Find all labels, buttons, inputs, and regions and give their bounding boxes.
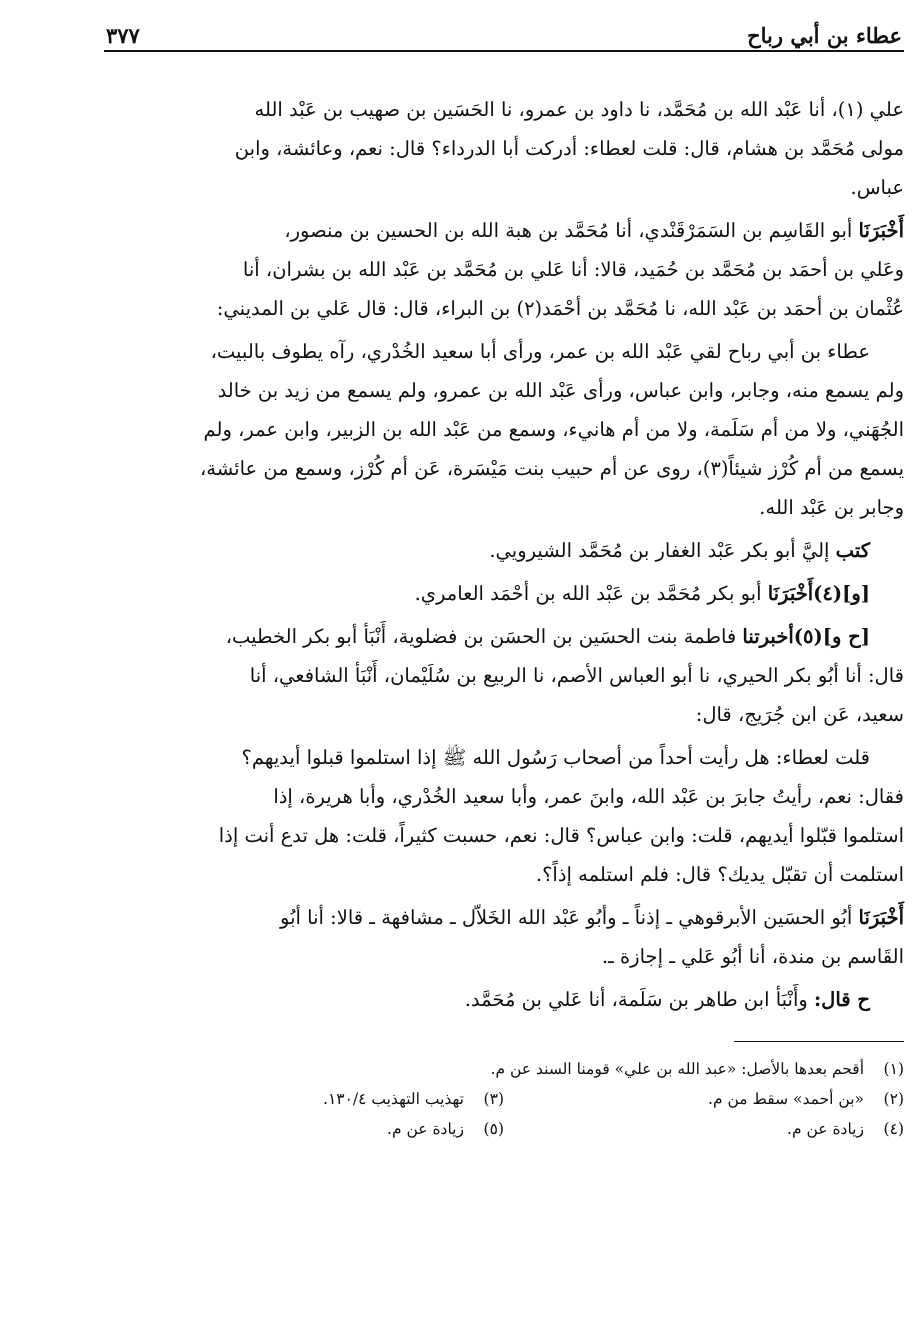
footnote-row — [104, 1084, 904, 1114]
paragraph: كتب إليَّ أبو بكر عَبْد الغفار بن مُحَمَّد الشيرويي. — [489, 539, 870, 562]
paragraph: علي (١)، أنا عَبْد الله بن مُحَمَّد، نا داود بن عمرو، نا الحَسَين بن صهيب بن عَبْد الله مولى مُحَمَّد بن هشام، قال: قلت لعطاء: أدركت أبا الدرداء؟ قال: نعم، وعائشة، وابن عباس. — [234, 98, 904, 199]
paragraph: [و](٤)أَخْبَرَنَا أبو بكر مُحَمَّد بن عَبْد الله بن أحْمَد العامري. — [414, 582, 870, 605]
chapter-title: عطاء بن أبي رباح — [747, 23, 902, 48]
main-text — [104, 90, 904, 1019]
footnote-row — [104, 1054, 904, 1084]
paragraph: [ح و](٥)أخبرتنا فاطمة بنت الحسَين بن الحسَن بن فضلوية، أَنْبَأ أبو بكر الخطيب، قال: أنا أبُو بكر الحيري، نا أبو العباس الأصم، نا الربيع بن سُلَيْمان، أَنْبَأ الشافعي، أنا سعيد، عَن ابن جُرَيج، قال: — [225, 625, 904, 726]
isnad-lead: أَخْبَرَنَا — [858, 906, 904, 929]
book-page — [104, 14, 904, 1144]
isnad-lead: ح قال: — [813, 988, 870, 1011]
footnote: (٢) «بن أحمد» سقط من م. — [708, 1090, 904, 1108]
running-header — [104, 14, 904, 52]
footnote: (١) أقحم بعدها بالأصل: «عبد الله بن علي» قومنا السند عن م. — [490, 1060, 904, 1078]
paragraph: أَخْبَرَنَا أبُو الحسَين الأبرقوهي ـ إذناً ـ وأبُو عَبْد الله الخَلاّل ـ مشافهة ـ قالا: أنا أبُو القَاسم بن مندة، أنا أبُو عَلي ـ إجازة ـ. — [280, 906, 904, 968]
isnad-lead: [ح و](٥)أخبرتنا — [742, 625, 870, 648]
footnotes — [104, 1054, 904, 1144]
footnote: (٥) زيادة عن م. — [387, 1120, 504, 1138]
paragraph: أَخْبَرَنَا أبو القَاسِم بن السَمَرْقَنْدي، أنا مُحَمَّد بن هبة الله بن الحسين بن منصور، وعَلي بن أحمَد بن مُحَمَّد بن حُمَيد، قالا: أنا عَلي بن مُحَمَّد بن عَبْد الله بن بشران، أنا عُثْمان بن أحمَد بن عَبْد الله، نا مُحَمَّد بن أحْمَد(٢) بن البراء، قال: قال عَلي بن المديني: — [216, 219, 904, 320]
footnote-row — [104, 1114, 904, 1144]
footnote-separator — [734, 1041, 904, 1042]
paragraph: قلت لعطاء: هل رأيت أحداً من أصحاب رَسُول الله ﷺ إذا استلموا قبلوا أيديهم؟ فقال: نعم، رأيتُ جابرَ بن عَبْد الله، وابنَ عمر، وأبا سعيد الخُدْري، وأبا هريرة، إذا استلموا قبّلوا أيديهم، قلت: وابن عباس؟ قال: نعم، حسبت كثيراً، قلت: هل تدع أنت إذا استلمت أن تقبّل يديك؟ قال: فلم استلمه إذاً؟. — [218, 746, 904, 886]
paragraph: عطاء بن أبي رباح لقي عَبْد الله بن عمر، ورأى أبا سعيد الخُدْري، رآه يطوف بالبيت، ولم يسمع منه، وجابر، وابن عباس، ورأى عَبْد الله بن عمرو، ولم يسمع من زيد بن خالد الجُهَني، ولا من أم سَلَمة، ولا من أم هانيء، وسمع من عَبْد الله بن الزبير، وابن عمر، ولم يسمع من أم كُرْز شيئاً(٣)، روى عن أم حبيب بنت مَيْسَرة، عَن أم كُرْز، وسمع من عائشة، وجابر بن عَبْد الله. — [200, 340, 904, 519]
page-number: ٣٧٧ — [106, 23, 140, 48]
footnote: (٤) زيادة عن م. — [787, 1120, 904, 1138]
isnad-lead: أَخْبَرَنَا — [858, 219, 904, 242]
isnad-lead: كتب — [835, 539, 870, 562]
footnote: (٣) تهذيب التهذيب ١٣٠/٤. — [323, 1090, 504, 1108]
isnad-lead: [و](٤)أَخْبَرَنَا — [767, 582, 870, 605]
paragraph: ح قال: وأَنْبَأ ابن طاهر بن سَلَمة، أنا عَلي بن مُحَمَّد. — [464, 988, 870, 1011]
